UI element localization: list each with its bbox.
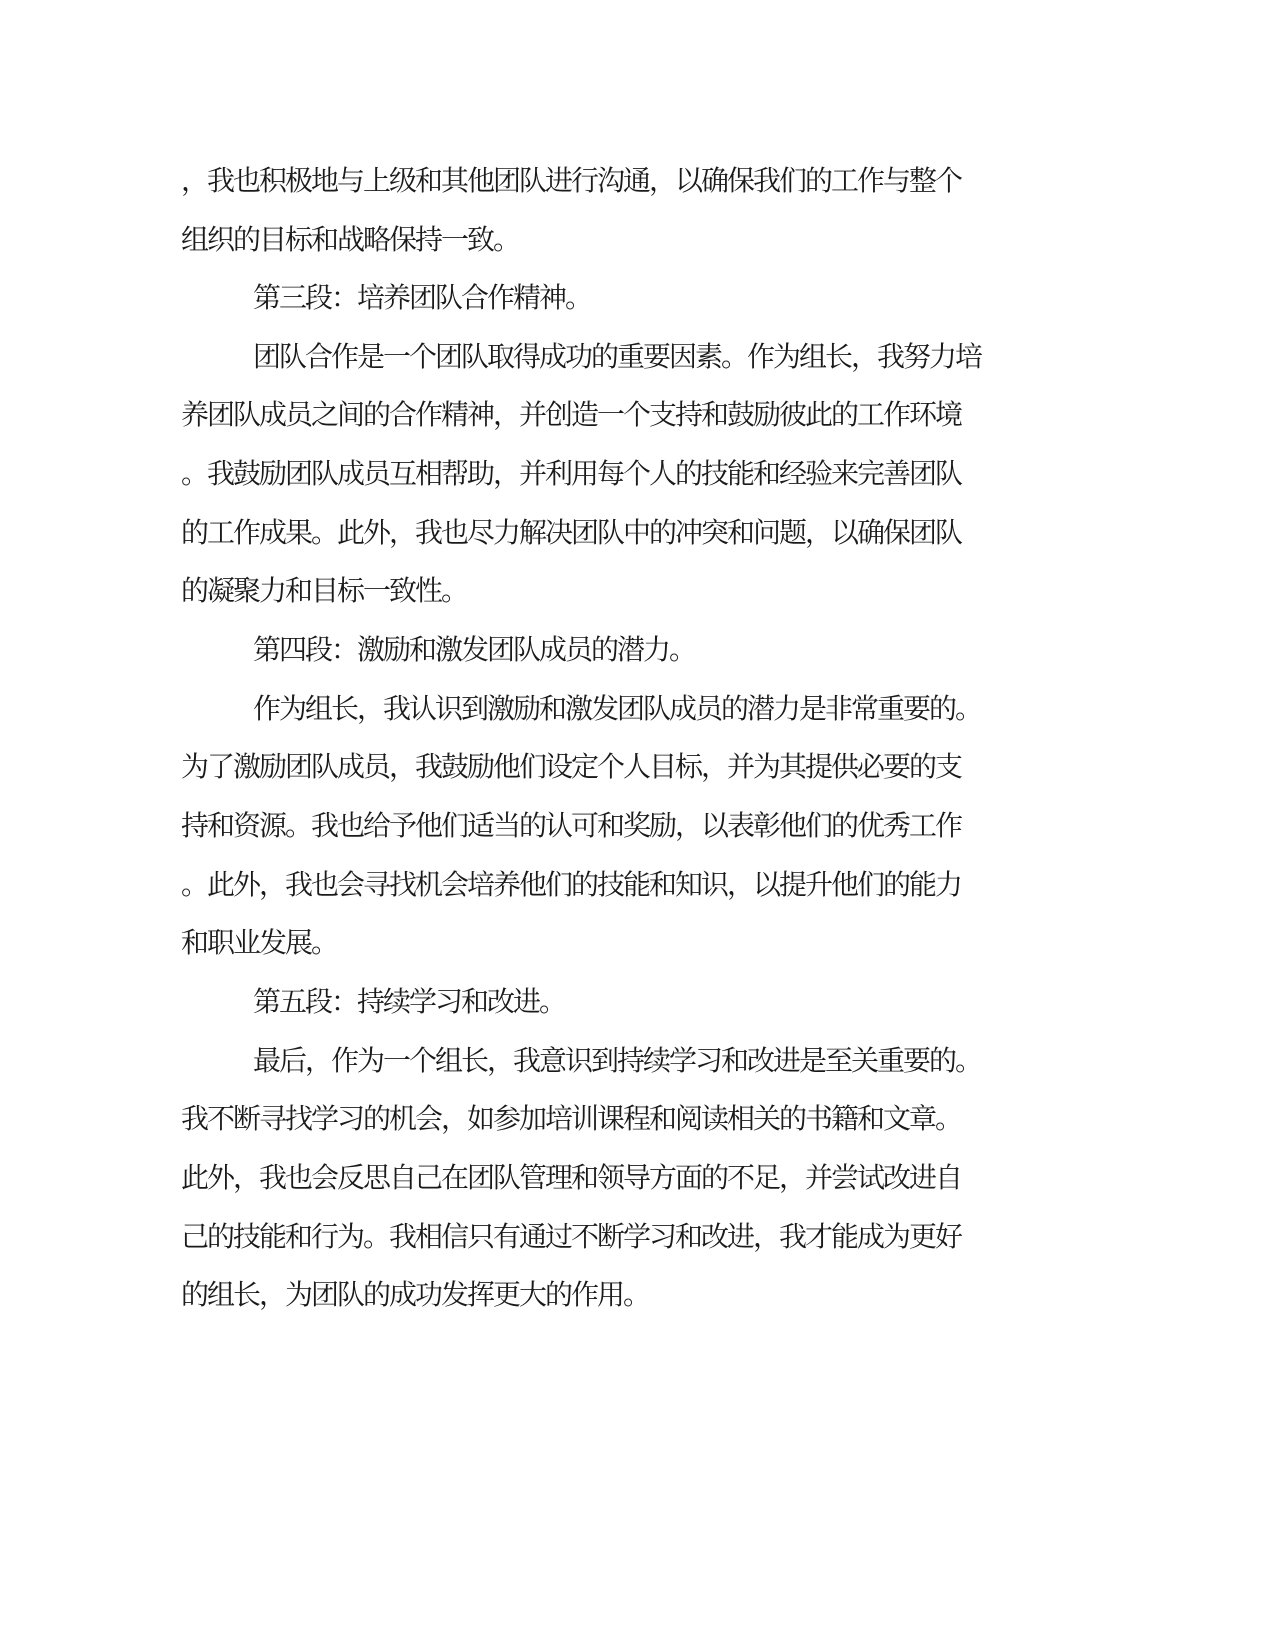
text-line: 作为组长，我认识到激励和激发团队成员的潜力是非常重要的。 <box>253 692 982 725</box>
text-line: 的工作成果。此外，我也尽力解决团队中的冲突和问题，以确保团队 <box>181 516 962 549</box>
text-line: 团队合作是一个团队取得成功的重要因素。作为组长，我努力培 <box>253 340 982 373</box>
section-heading: 第四段：激励和激发团队成员的潜力。 <box>253 633 696 666</box>
section-heading: 第三段：培养团队合作精神。 <box>253 281 592 314</box>
text-line: 此外，我也会反思自己在团队管理和领导方面的不足，并尝试改进自 <box>181 1161 962 1194</box>
text-line: 。我鼓励团队成员互相帮助，并利用每个人的技能和经验来完善团队 <box>181 457 962 490</box>
text-line: 。此外，我也会寻找机会培养他们的技能和知识，以提升他们的能力 <box>181 868 962 901</box>
text-line: 己的技能和行为。我相信只有通过不断学习和改进，我才能成为更好 <box>181 1220 962 1253</box>
text-line: 的组长，为团队的成功发挥更大的作用。 <box>181 1278 650 1311</box>
text-line: 我不断寻找学习的机会，如参加培训课程和阅读相关的书籍和文章。 <box>181 1102 962 1135</box>
text-line: 最后，作为一个组长，我意识到持续学习和改进是至关重要的。 <box>253 1044 982 1077</box>
text-line: 和职业发展。 <box>181 926 338 959</box>
text-line: 组织的目标和战略保持一致。 <box>181 223 520 256</box>
text-line: 的凝聚力和目标一致性。 <box>181 574 468 607</box>
text-line: 为了激励团队成员，我鼓励他们设定个人目标，并为其提供必要的支 <box>181 750 962 783</box>
text-line: 持和资源。我也给予他们适当的认可和奖励，以表彰他们的优秀工作 <box>181 809 962 842</box>
text-line: 养团队成员之间的合作精神，并创造一个支持和鼓励彼此的工作环境 <box>181 398 962 431</box>
section-heading: 第五段：持续学习和改进。 <box>253 985 566 1018</box>
text-line: ，我也积极地与上级和其他团队进行沟通，以确保我们的工作与整个 <box>181 164 962 197</box>
